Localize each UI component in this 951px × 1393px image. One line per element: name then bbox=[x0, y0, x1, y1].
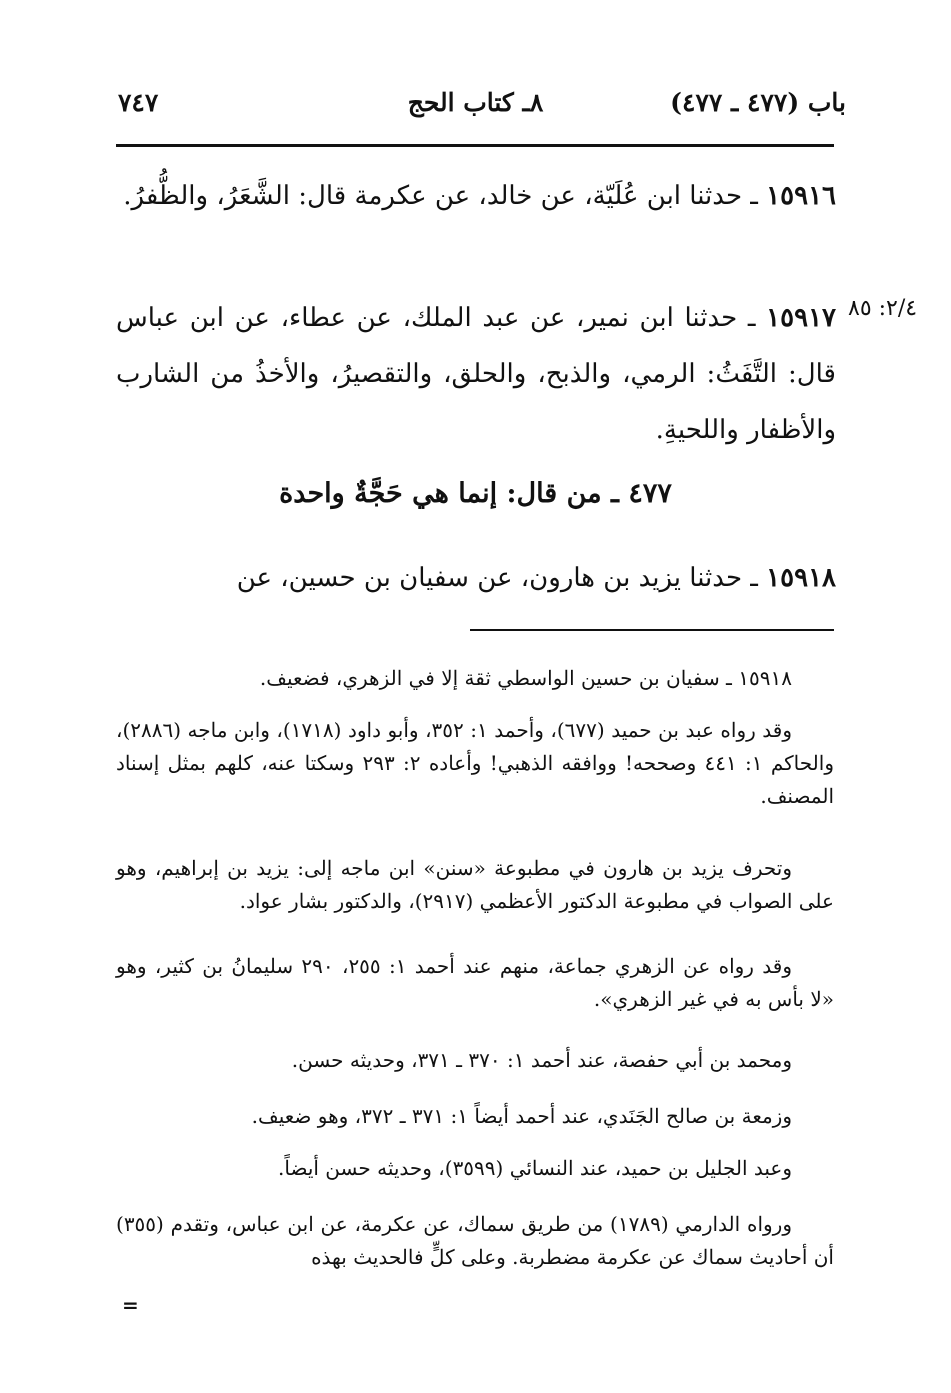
footnote-abd-al-jalil: وعبد الجليل بن حميد، عند النسائي (٣٥٩٩)، وحديثه حسن أيضاً. bbox=[278, 1156, 792, 1180]
running-head-book: ٨ـ كتاب الحج bbox=[407, 88, 544, 117]
page-number: ٧٤٧ bbox=[118, 88, 159, 117]
hadith-text: ـ حدثنا ابن نمير، عن عبد الملك، عن عطاء، عن ابن عباس قال: التَّفَثُ: الرمي، والذبح، والحلق، والتقصيرُ، والأخذُ من الشارب والأظفار واللحيةِ. bbox=[116, 303, 836, 445]
running-head-section: باب (٤٧٧ ـ ٤٧٧) bbox=[670, 88, 846, 117]
hadith-text: ـ حدثنا ابن عُلَيّة، عن خالد، عن عكرمة قال: الشَّعَرُ، والظُّفرُ. bbox=[123, 181, 767, 211]
footnote-abi-hafsa: ومحمد بن أبي حفصة، عند أحمد ١: ٣٧٠ ـ ٣٧١، وحديثه حسن. bbox=[291, 1048, 792, 1072]
hadith-15916 bbox=[116, 168, 836, 224]
hadith-number: ١٥٩١٧ bbox=[766, 303, 836, 333]
footnote-darimi: ورواه الدارمي (١٧٨٩) من طريق سماك، عن عكرمة، عن ابن عباس، وتقدم (٣٥٥) أن أحاديث سماك عن عكرمة مضطربة. وعلى كلٍّ فالحديث بهذه bbox=[116, 1212, 834, 1269]
chapter-title: ٤٧٧ ـ من قال: إنما هي حَجَّةٌ واحدة bbox=[279, 478, 672, 509]
footnote-rule bbox=[470, 629, 834, 631]
hadith-text: ـ حدثنا يزيد بن هارون، عن سفيان بن حسين، عن bbox=[236, 563, 767, 593]
footnote-zamaa: وزمعة بن صالح الجَنَدي، عند أحمد أيضاً ١: ٣٧١ ـ ٣٧٢، وهو ضعيف. bbox=[251, 1104, 792, 1128]
footnote-sources: وقد رواه عبد بن حميد (٦٧٧)، وأحمد ١: ٣٥٢، وأبو داود (١٧١٨)، وابن ماجه (٢٨٨٦)، والحاكم ١: ٤٤١ وصححه! ووافقه الذهبي! وأعاده ٢: ٢٩٣ وسكتا عنه، كلهم بمثل إسناد المصنف. bbox=[116, 718, 834, 808]
hadith-number: ١٥٩١٨ bbox=[766, 563, 836, 593]
hadith-15917 bbox=[116, 290, 836, 458]
footnote-zuhri-narrators: وقد رواه عن الزهري جماعة، منهم عند أحمد ١: ٢٥٥، ٢٩٠ سليمانُ بن كثير، وهو «لا بأس به في غير الزهري». bbox=[116, 954, 834, 1011]
hadith-number: ١٥٩١٦ bbox=[766, 181, 836, 211]
header-rule bbox=[116, 144, 834, 147]
footnote-correction: وتحرف يزيد بن هارون في مطبوعة «سنن» ابن ماجه إلى: يزيد بن إبراهيم، وهو على الصواب في مطبوعة الدكتور الأعظمي (٢٩١٧)، والدكتور بشار عواد. bbox=[116, 856, 834, 913]
hadith-15918 bbox=[116, 550, 836, 606]
continuation-mark: = bbox=[122, 1293, 139, 1317]
footnote-narrator: ١٥٩١٨ ـ سفيان بن حسين الواسطي ثقة إلا في الزهري، فضعيف. bbox=[259, 666, 792, 690]
margin-reference: ٢/٤: ٨٥ bbox=[848, 296, 918, 321]
